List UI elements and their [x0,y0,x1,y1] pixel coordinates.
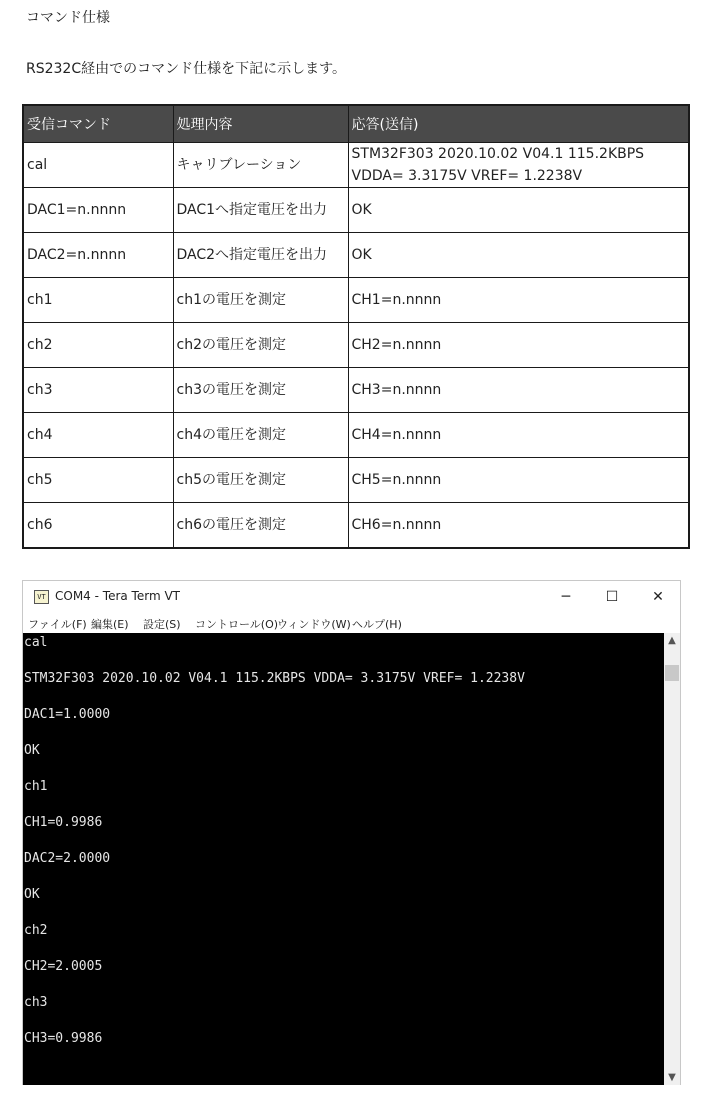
vertical-scrollbar[interactable] [664,633,680,1085]
table-row [23,368,689,413]
cell-command: ch4 [23,413,173,458]
cell-command: ch1 [23,278,173,323]
menu-bar [23,613,680,633]
maximize-button[interactable]: ☐ [605,589,619,605]
terminal-line: CH3=0.9986 [24,1031,103,1046]
table-row [23,323,689,368]
menu-control[interactable]: コントロール(O) [195,618,279,631]
table-row [23,143,689,188]
cell-response: CH5=n.nnnn [348,458,689,503]
command-spec-table [22,104,690,549]
cell-processing: ch2の電圧を測定 [173,323,348,368]
close-button[interactable]: ✕ [652,589,664,605]
terminal-line: CH2=2.0005 [24,959,103,974]
cell-processing: ch3の電圧を測定 [173,368,348,413]
cell-command: ch3 [23,368,173,413]
header-response: 応答(送信) [348,105,689,143]
cell-processing: ch1の電圧を測定 [173,278,348,323]
scroll-up-arrow-icon[interactable]: ▲ [668,635,676,646]
menu-help[interactable]: ヘルプ(H) [352,618,402,631]
cell-processing: キャリブレーション [173,143,348,188]
table-row [23,188,689,233]
cell-command: ch2 [23,323,173,368]
tera-term-window [22,580,681,1085]
terminal-line: cal [24,635,48,650]
cell-response: CH3=n.nnnn [348,368,689,413]
cell-response: CH4=n.nnnn [348,413,689,458]
cell-response: CH2=n.nnnn [348,323,689,368]
window-title: COM4 - Tera Term VT [55,589,180,603]
terminal-line: DAC2=2.0000 [24,851,111,866]
scroll-down-arrow-icon[interactable]: ▼ [668,1072,676,1083]
terminal-line: STM32F303 2020.10.02 V04.1 115.2KBPS VDDA= 3.3175V VREF= 1.2238V [24,671,525,686]
page-heading: コマンド仕様 [26,10,110,26]
cell-command: DAC2=n.nnnn [23,233,173,278]
terminal-line: OK [24,743,40,758]
cell-response: OK [348,233,689,278]
scrollbar-thumb[interactable] [665,665,679,681]
cell-processing: ch5の電圧を測定 [173,458,348,503]
terminal-line: OK [24,887,40,902]
terminal-line: DAC1=1.0000 [24,707,111,722]
header-processing: 処理内容 [173,105,348,143]
menu-setup[interactable]: 設定(S) [143,618,181,631]
table-row [23,233,689,278]
minimize-button[interactable]: ─ [561,589,571,605]
terminal-line: ch2 [24,923,48,938]
table-row [23,458,689,503]
terminal-line: ch1 [24,779,48,794]
cell-processing: ch4の電圧を測定 [173,413,348,458]
cell-processing: DAC2へ指定電圧を出力 [173,233,348,278]
cell-processing: DAC1へ指定電圧を出力 [173,188,348,233]
menu-window[interactable]: ウィンドウ(W) [277,618,351,631]
title-bar[interactable] [23,581,680,613]
menu-file[interactable]: ファイル(F) [28,618,87,631]
header-received-command: 受信コマンド [23,105,173,143]
cell-command: ch5 [23,458,173,503]
cell-processing: ch6の電圧を測定 [173,503,348,549]
cell-response: CH6=n.nnnn [348,503,689,549]
table-row [23,278,689,323]
table-header-row [23,105,689,143]
terminal-screen[interactable] [23,633,664,1085]
cell-response: OK [348,188,689,233]
terminal-line: CH1=0.9986 [24,815,103,830]
cell-response: CH1=n.nnnn [348,278,689,323]
cell-command: cal [23,143,173,188]
menu-edit[interactable]: 編集(E) [91,618,129,631]
cell-command: ch6 [23,503,173,549]
cell-command: DAC1=n.nnnn [23,188,173,233]
cell-response: STM32F303 2020.10.02 V04.1 115.2KBPS VDDA= 3.3175V VREF= 1.2238V [348,143,689,188]
terminal-line: ch3 [24,995,48,1010]
intro-text: RS232C経由でのコマンド仕様を下記に示します。 [26,61,346,77]
table-row [23,503,689,549]
teraterm-app-icon[interactable]: VT [34,590,49,604]
table-row [23,413,689,458]
